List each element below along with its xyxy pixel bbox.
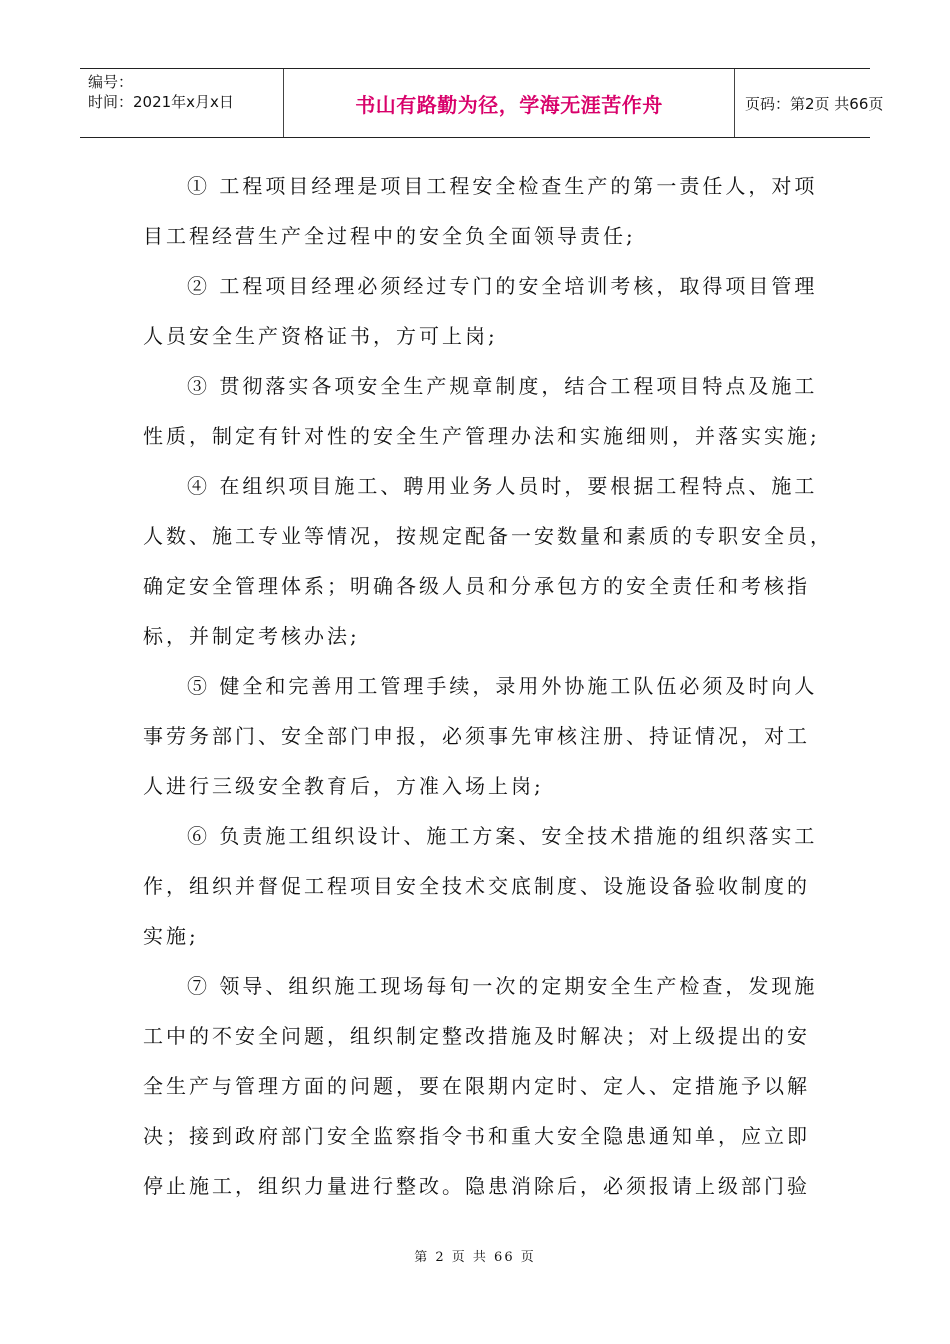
paragraph-line: 工中的不安全问题，组织制定整改措施及时解决；对上级提出的安 [143,1024,810,1048]
paragraph-line: ⑦ 领导、组织施工现场每旬一次的定期安全生产检查，发现施 [187,974,818,998]
paragraph-line: 全生产与管理方面的问题，要在限期内定时、定人、定措施予以解 [143,1074,810,1098]
paragraph-line: 人员安全生产资格证书，方可上岗; [143,324,498,348]
paragraph [143,668,823,818]
document-body [143,168,833,1218]
header-motto-cell [284,69,735,137]
page-footer: 第 2 页 共 66 页 [414,1250,536,1265]
paragraph-line: ① 工程项目经理是项目工程安全检查生产的第一责任人，对项 [187,174,818,198]
paragraph-line: 人数、施工专业等情况，按规定配备一安数量和素质的专职安全员， [143,524,833,548]
header-meta-cell [80,69,284,137]
header-page-info: 页码：第2页 共66页 [745,94,884,113]
paragraph-line: 标，并制定考核办法; [143,624,360,648]
paragraph [143,268,823,368]
paragraph [143,368,823,468]
paragraph [143,168,823,268]
header-page-cell [735,69,884,137]
document-number-label: 编号： [88,73,134,91]
paragraph [143,968,823,1218]
paragraph-line: ④ 在组织项目施工、聘用业务人员时，要根据工程特点、施工 [187,474,818,498]
paragraph-line: 目工程经营生产全过程中的安全负全面领导责任; [143,224,636,248]
paragraph [143,818,823,968]
document-header [80,68,884,138]
paragraph-line: 停止施工，组织力量进行整改。隐患消除后，必须报请上级部门验 [143,1174,810,1198]
document-time-label: 时间：2021年x月x日 [88,93,234,111]
paragraph-line: 确定安全管理体系；明确各级人员和分承包方的安全责任和考核指 [143,574,810,598]
paragraph-line: 人进行三级安全教育后，方准入场上岗; [143,774,544,798]
paragraph-line: 事劳务部门、安全部门申报，必须事先审核注册、持证情况，对工 [143,724,810,748]
paragraph-line: 作，组织并督促工程项目安全技术交底制度、设施设备验收制度的 [143,874,810,898]
paragraph-line: 实施; [143,924,199,948]
paragraph-line: ⑤ 健全和完善用工管理手续，录用外协施工队伍必须及时向人 [187,674,818,698]
paragraph-line: 决；接到政府部门安全监察指令书和重大安全隐患通知单，应立即 [143,1124,810,1148]
paragraph [143,468,833,668]
paragraph-line: 性质，制定有针对性的安全生产管理办法和实施细则，并落实实施; [143,424,820,448]
paragraph-line: ③ 贯彻落实各项安全生产规章制度，结合工程项目特点及施工 [187,374,818,398]
paragraph-line: ② 工程项目经理必须经过专门的安全培训考核，取得项目管理 [187,274,818,298]
paragraph-line: ⑥ 负责施工组织设计、施工方案、安全技术措施的组织落实工 [187,824,818,848]
header-motto: 书山有路勤为径，学海无涯苦作舟 [355,92,663,117]
